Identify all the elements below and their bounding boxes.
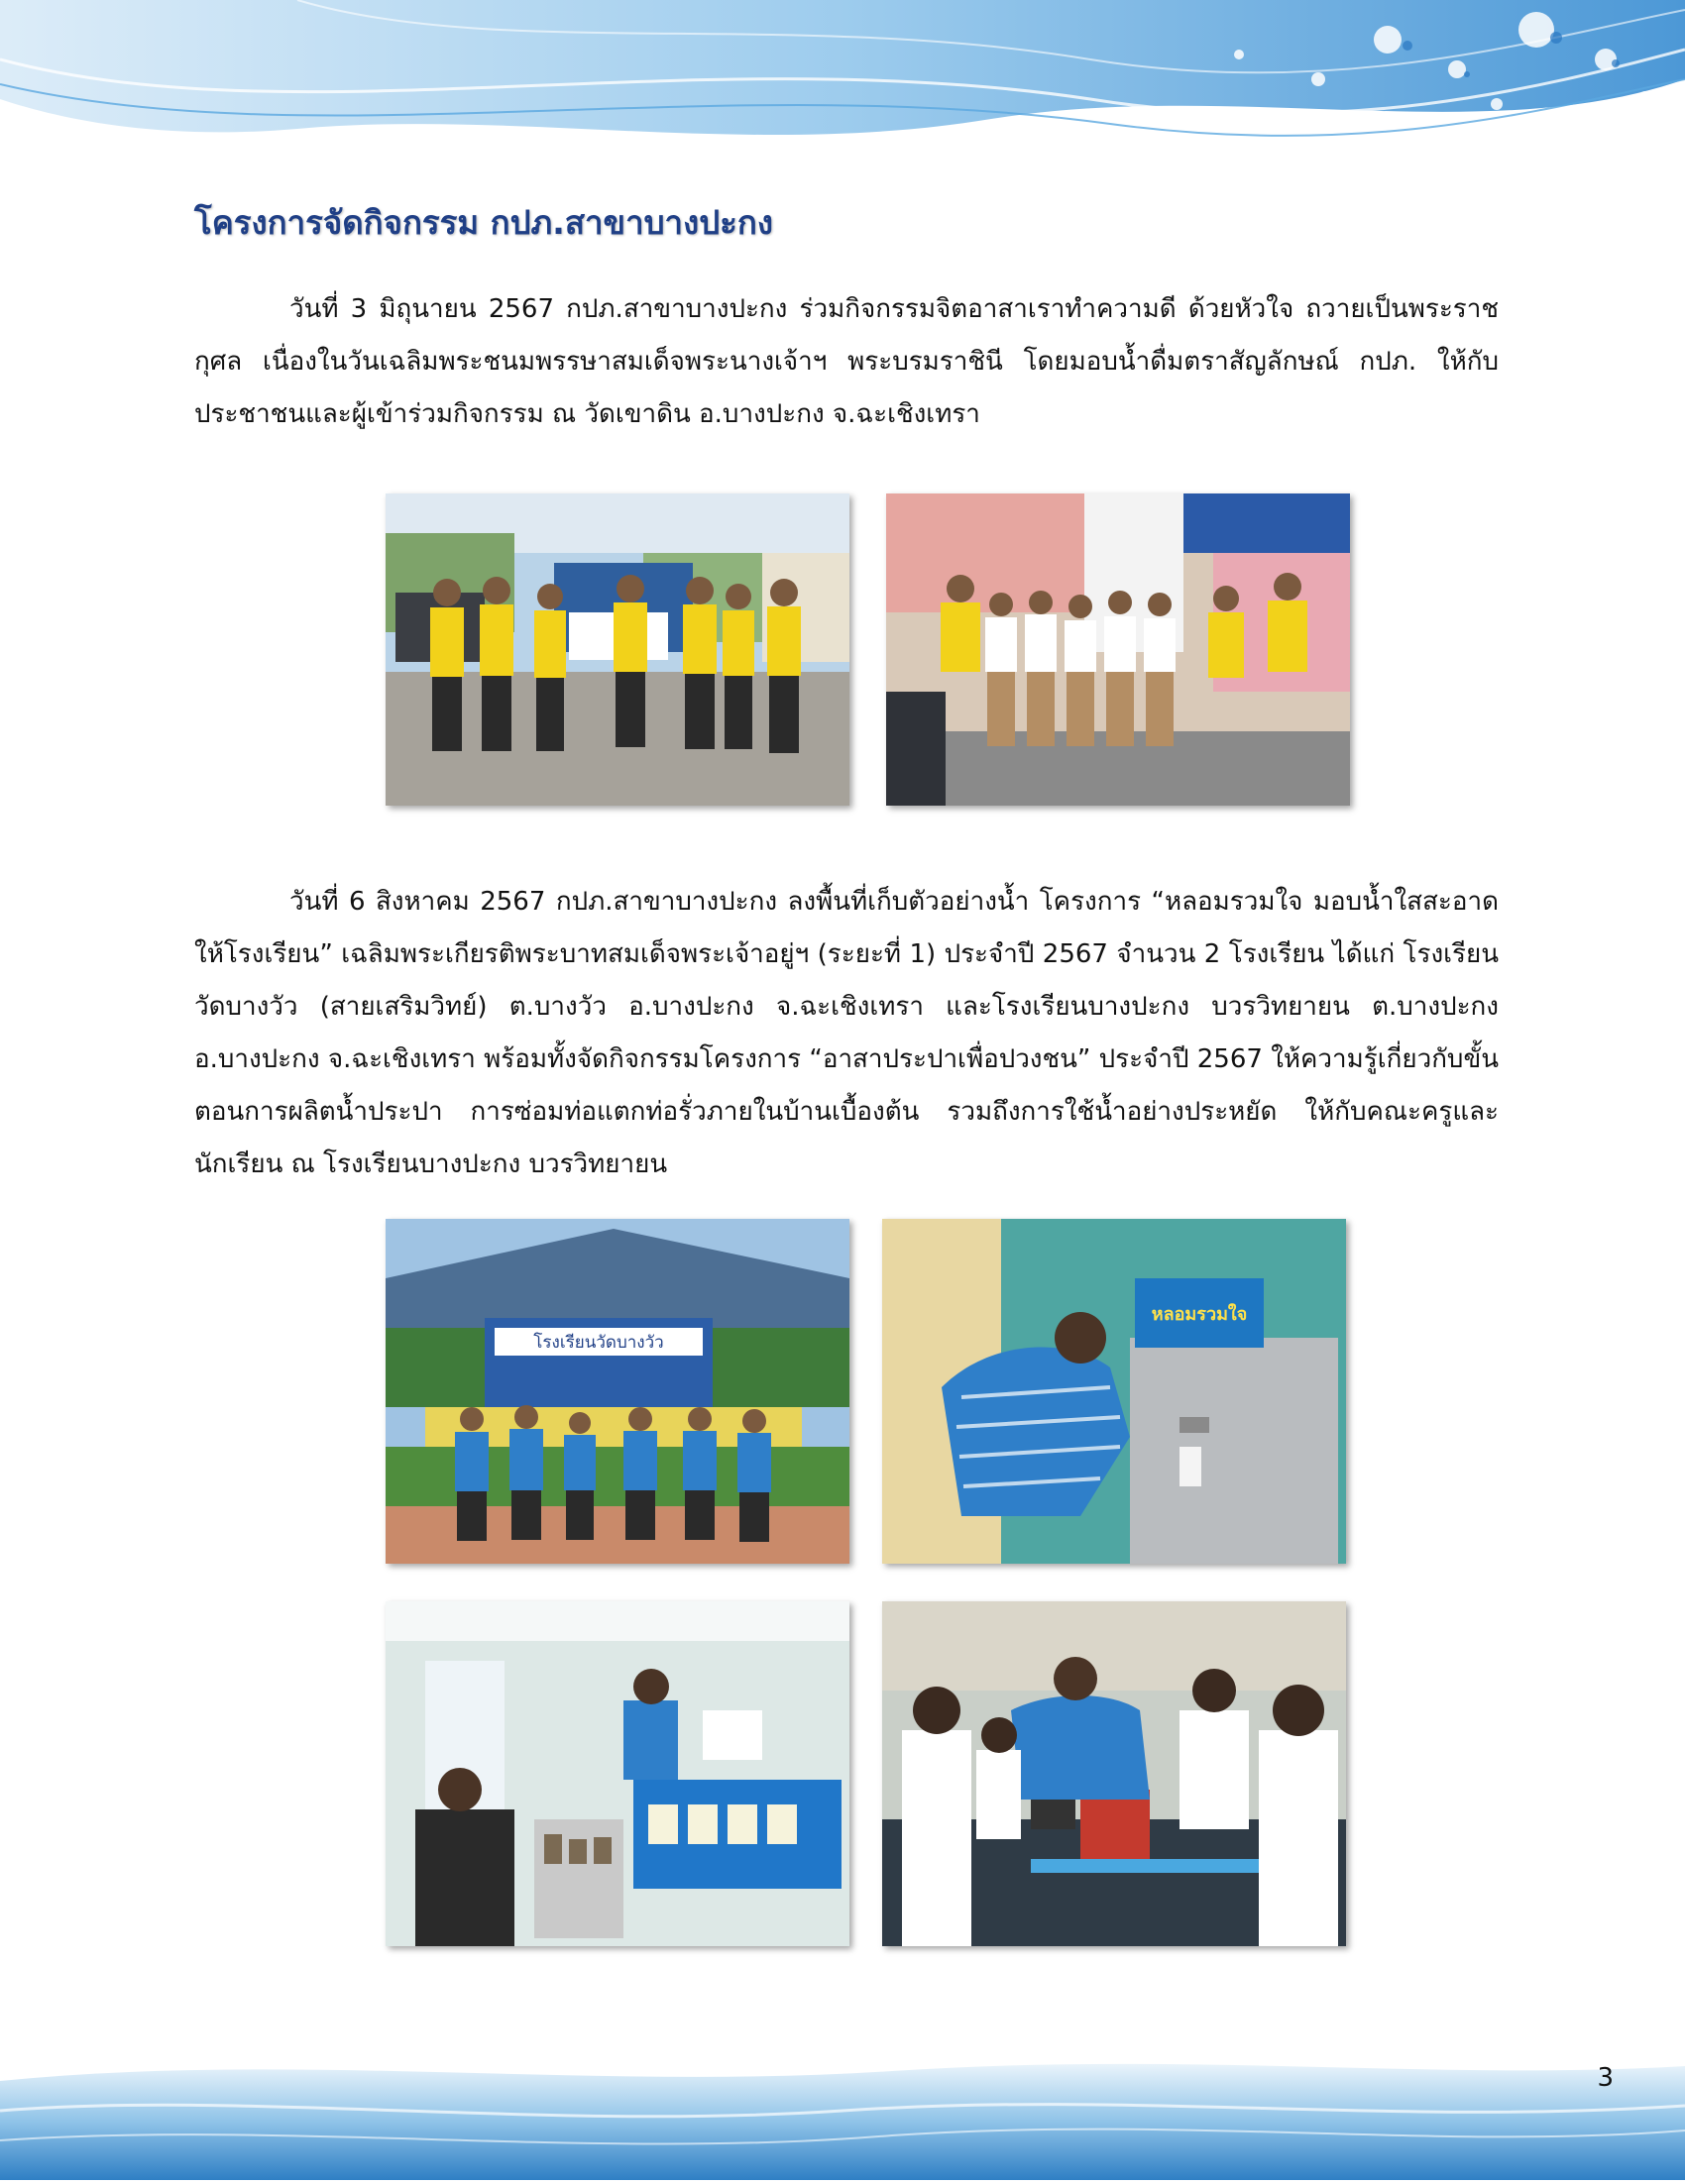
- paragraph-august-event: วันที่ 6 สิงหาคม 2567 กปภ.สาขาบางปะกง ลงพื้นที่เก็บตัวอย่างน้ำ โครงการ “หลอมรวมใจ มอบน้ำใสสะอาดให้โรงเรียน” เฉลิมพระเกียรติพระบาทสมเด็จพระเจ้าอยู่ฯ (ระยะที่ 1) ประจำปี 2567 จำนวน 2 โรงเรียน ได้แก่ โรงเรียนวัดบางวัว (สายเสริมวิทย์) ต.บางวัว อ.บางปะกง จ.ฉะเชิงเทรา และโรงเรียนบางปะกง บวรวิทยายน ต.บางปะกง อ.บางปะกง จ.ฉะเชิงเทรา พร้อมทั้งจัดกิจกรรมโครงการ “อาสาประปาเพื่อปวงชน” ประจำปี 2567 ให้ความรู้เกี่ยวกับขั้นตอนการผลิตน้ำประปา การซ่อมท่อแตกท่อรั่วภายในบ้านเบื้องต้น รวมถึงการใช้น้ำอย่างประหยัด ให้กับคณะครูและนักเรียน ณ โรงเรียนบางปะกง บวรวิทยายน: [194, 887, 1499, 1179]
- photo-water-treatment-demo: [386, 1601, 849, 1946]
- section-title: โครงการจัดกิจกรรม กปภ.สาขาบางปะกง: [194, 203, 773, 242]
- photo-students-school: [886, 493, 1350, 806]
- page-number: 3: [1597, 2063, 1614, 2093]
- photo-water-donation-temple: [386, 493, 849, 806]
- school-sign-text: โรงเรียนวัดบางวัว: [533, 1333, 664, 1353]
- photo-school-sign-group: [386, 1219, 849, 1564]
- paragraph-june-event: วันที่ 3 มิถุนายน 2567 กปภ.สาขาบางปะกง ร่วมกิจกรรมจิตอาสาเราทำความดี ด้วยหัวใจ ถวายเป็นพระราชกุศล เนื่องในวันเฉลิมพระชนมพรรษาสมเด็จพระนางเจ้าฯ พระบรมราชินี โดยมอบน้ำดื่มตราสัญลักษณ์ กปภ. ให้กับประชาชนและผู้เข้าร่วมกิจกรรม ณ วัดเขาดิน อ.บางปะกง จ.ฉะเชิงเทรา: [194, 294, 1499, 429]
- project-sign-text: หลอมรวมใจ: [1151, 1304, 1248, 1325]
- footer-water-banner: [0, 2041, 1685, 2180]
- header-wave-banner: [0, 0, 1685, 168]
- photo-water-sampling: [882, 1219, 1346, 1564]
- photo-pipe-repair-demo: [882, 1601, 1346, 1946]
